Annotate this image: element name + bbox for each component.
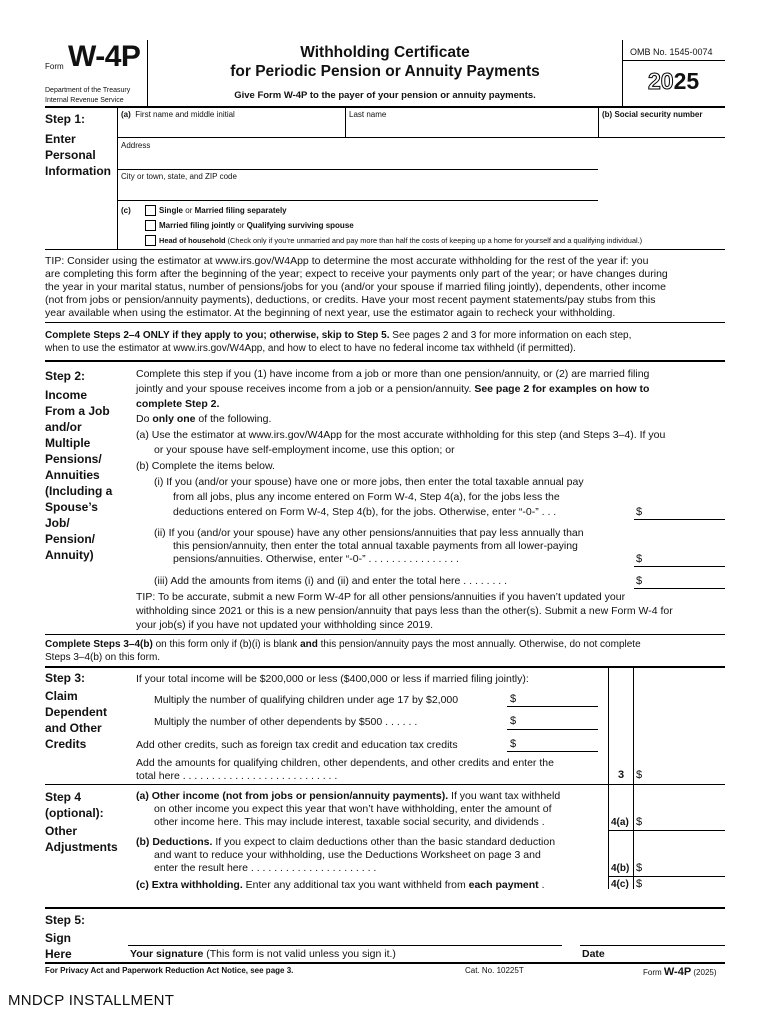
address-label: Address bbox=[121, 141, 151, 150]
status-hoh: Head of household (Check only if you’re unmarried and pay more than half the costs of keeping up a home for yourself and a qualifying individual.) bbox=[159, 236, 643, 245]
step2-item-iii: (iii) Add the amounts from items (i) and (ii) and enter the total here . . . . . . . . bbox=[154, 575, 508, 587]
step2-option-b: (b) Complete the items below. bbox=[136, 460, 275, 472]
step2-i-amount-line bbox=[634, 519, 725, 520]
step4-label: Step 4 (optional): Other Adjustments bbox=[45, 790, 118, 854]
step5-label: Step 5: Sign Here bbox=[45, 913, 86, 961]
filing-status-tag: (c) bbox=[121, 206, 131, 215]
step2-tip-2: withholding since 2021 or this is a new pension/annuity that pays less than the other(s). Submit a new Form W-4 for bbox=[136, 605, 673, 617]
step3-intro: If your total income will be $200,000 or less ($400,000 or less if married filing jointly): bbox=[136, 673, 529, 685]
tax-year bbox=[648, 68, 699, 95]
step2-label: Step 2: Income From a Job and/or Multiple Pensions/ Annuities (Including a Spouse’s Job/ Pension/ Annuity) bbox=[45, 369, 113, 562]
complete-steps-3-4-note: Complete Steps 3–4(b) on this form only if (b)(i) is blank and this pension/annuity pays the most annually. Otherwise, do not complete bbox=[45, 639, 641, 650]
step2-ii-dollar: $ bbox=[636, 553, 643, 565]
step2-intro-1: Complete this step if you (1) have income from a job or more than one pension/annuity, or (2) are married filing bbox=[136, 368, 650, 380]
step2-item-ii-2: this pension/annuity, then enter the total annual taxable payments from all lower-paying bbox=[173, 540, 578, 552]
line-3-box: 3 bbox=[618, 769, 625, 781]
step2-iii-amount-line bbox=[634, 588, 725, 589]
line-4a-box: 4(a) bbox=[611, 817, 629, 828]
step4b-dollar: $ bbox=[636, 862, 643, 874]
step4a-1: (a) Other income (not from jobs or pension/annuity payments). If you want tax withheld bbox=[136, 790, 561, 802]
privacy-notice: For Privacy Act and Paperwork Reduction Act Notice, see page 3. bbox=[45, 966, 294, 975]
step2-option-a-2: or your spouse have self-employment income, use this option; or bbox=[154, 444, 455, 456]
line-4b-box: 4(b) bbox=[611, 863, 630, 874]
form-title-line1: Withholding Certificate bbox=[300, 44, 470, 61]
form-title-line2: for Periodic Pension or Annuity Payments bbox=[230, 63, 540, 80]
line-4c-box: 4(c) bbox=[611, 879, 629, 890]
omb-number: OMB No. 1545-0074 bbox=[630, 47, 713, 57]
year-outline: 20 bbox=[648, 68, 674, 94]
status-single: Single or Married filing separately bbox=[159, 206, 287, 215]
step3-total-2: total here . . . . . . . . . . . . . . . . . . . . . . . . . . . bbox=[136, 770, 338, 782]
step2-intro-2: jointly and your spouse receives income from a job or a pension/annuity. See page 2 for examples on how to bbox=[136, 383, 650, 395]
step3-total-1: Add the amounts for qualifying children, other dependents, and other credits and enter the bbox=[136, 757, 554, 769]
hoh-checkbox[interactable] bbox=[145, 235, 156, 246]
step3-other-credits: Add other credits, such as foreign tax credit and education tax credits bbox=[136, 739, 458, 751]
form-label: Form bbox=[45, 62, 64, 71]
complete-steps-note-2: when to use the estimator at www.irs.gov/W4App, and how to elect to have no federal income tax withheld (if permitted). bbox=[45, 343, 576, 354]
step2-item-i-2: from all jobs, plus any income entered on Form W-4, Step 4(a), for the jobs less the bbox=[173, 491, 560, 503]
step2-item-ii-3: pensions/annuities. Otherwise, enter “-0-” . . . . . . . . . . . . . . . . bbox=[173, 553, 459, 565]
form-number: W-4P bbox=[68, 40, 141, 73]
step3-other-dollar: $ bbox=[510, 715, 517, 727]
step2-ii-amount-line bbox=[634, 566, 725, 567]
single-checkbox[interactable] bbox=[145, 205, 156, 216]
year-bold: 25 bbox=[673, 68, 700, 94]
city-label: City or town, state, and ZIP code bbox=[121, 172, 237, 181]
step4b-3: enter the result here . . . . . . . . . . . . . . . . . . . . . . bbox=[154, 862, 377, 874]
first-name-label: (a) First name and middle initial bbox=[121, 110, 235, 119]
step2-item-ii-1: (ii) If you (and/or your spouse) have any other pensions/annuities that pay less annually than bbox=[154, 527, 584, 539]
step4a-dollar: $ bbox=[636, 816, 643, 828]
step3-total-dollar: $ bbox=[636, 769, 643, 781]
step2-tip-3: your job(s) if you have not updated your withholding since 2019. bbox=[136, 619, 434, 631]
dept-irs: Internal Revenue Service bbox=[45, 97, 124, 104]
ssn-label: (b) Social security number bbox=[602, 110, 703, 119]
mfj-checkbox[interactable] bbox=[145, 220, 156, 231]
signature-line[interactable] bbox=[128, 945, 562, 946]
step2-item-i-3: deductions entered on Form W-4, Step 4(b), for the jobs. Otherwise, enter “-0-” . . . bbox=[173, 506, 557, 518]
step1-label: Step 1: Enter Personal Information bbox=[45, 112, 111, 178]
step2-tip-1: TIP: To be accurate, submit a new Form W-4P for all other pensions/annuities if you haven’t updated your bbox=[136, 591, 626, 603]
step2-i-dollar: $ bbox=[636, 506, 643, 518]
footer-form-id: Form W-4P (2025) bbox=[643, 966, 717, 978]
step2-intro-3: complete Step 2. bbox=[136, 398, 220, 410]
status-mfj: Married filing jointly or Qualifying surviving spouse bbox=[159, 221, 354, 230]
last-name-label: Last name bbox=[349, 110, 387, 119]
step4a-3: other income here. This may include interest, taxable social security, and dividends . bbox=[154, 816, 545, 828]
bottom-note: MNDCP INSTALLMENT bbox=[8, 992, 175, 1009]
step3-other-dependents: Multiply the number of other dependents by $500 . . . . . . bbox=[154, 716, 418, 728]
step3-credits-dollar: $ bbox=[510, 738, 517, 750]
step4b-1: (b) Deductions. If you expect to claim deductions other than the basic standard deduction bbox=[136, 836, 556, 848]
step2-do-one: Do only one of the following. bbox=[136, 413, 272, 425]
step4a-2: on other income you expect this year that won’t have withholding, enter the amount of bbox=[154, 803, 552, 815]
step3-children: Multiply the number of qualifying children under age 17 by $2,000 bbox=[154, 694, 459, 706]
catalog-number: Cat. No. 10225T bbox=[465, 966, 524, 975]
complete-steps-note: Complete Steps 2–4 ONLY if they apply to you; otherwise, skip to Step 5. See pages 2 and 3 for more information on each step, bbox=[45, 330, 632, 341]
step3-children-dollar: $ bbox=[510, 693, 517, 705]
step2-option-a-1: (a) Use the estimator at www.irs.gov/W4App for the most accurate withholding for this step (and Steps 3–4). If you bbox=[136, 429, 666, 441]
step4c-dollar: $ bbox=[636, 878, 643, 890]
date-label: Date bbox=[582, 948, 605, 960]
step4b-2: and want to reduce your withholding, use the Deductions Worksheet on page 3 and bbox=[154, 849, 541, 861]
step2-iii-dollar: $ bbox=[636, 575, 643, 587]
complete-steps-3-4-note-2: Steps 3–4(b) on this form. bbox=[45, 652, 161, 663]
date-line[interactable] bbox=[580, 945, 725, 946]
signature-label: Your signature (This form is not valid unless you sign it.) bbox=[130, 948, 396, 960]
dept-treasury: Department of the Treasury bbox=[45, 87, 131, 94]
step3-label: Step 3: Claim Dependent and Other Credits bbox=[45, 671, 108, 751]
form-subtitle: Give Form W-4P to the payer of your pension or annuity payments. bbox=[234, 90, 536, 101]
step4c: (c) Extra withholding. Enter any additional tax you want withheld from each payment . bbox=[136, 879, 545, 891]
step2-item-i-1: (i) If you (and/or your spouse) have one or more jobs, then enter the total taxable annual pay bbox=[154, 476, 584, 488]
